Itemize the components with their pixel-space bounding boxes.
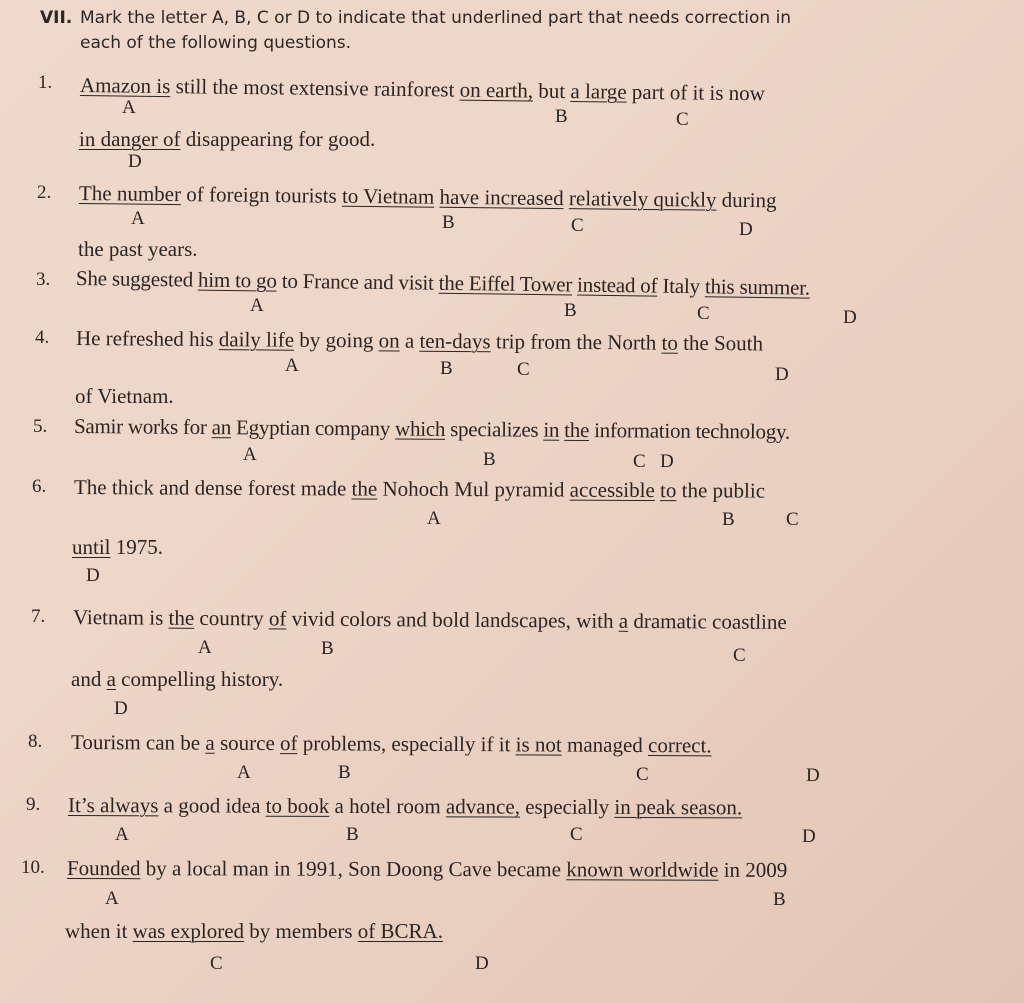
text-segment: trip from the North	[490, 329, 662, 355]
option-b-phrase: accessible	[569, 477, 655, 503]
question-text	[79, 180, 777, 213]
text-segment: Nohoch Mul pyramid	[377, 476, 570, 502]
text-segment: 1975.	[110, 535, 164, 559]
option-letter-d: D	[775, 364, 789, 385]
text-segment: a good idea	[158, 793, 266, 818]
text-segment: by a local man in 1991, Son Doong Cave became	[140, 856, 567, 882]
option-letter-d: D	[475, 953, 489, 974]
text-segment: problems, especially if it	[297, 731, 516, 757]
question-text-continued	[79, 126, 375, 152]
question-text	[73, 604, 787, 635]
text-segment: the past years.	[78, 237, 198, 261]
text-segment: She suggested	[75, 266, 199, 292]
option-c-phrase: in	[543, 417, 560, 442]
option-letter-a: A	[237, 762, 251, 783]
option-d-phrase: correct.	[648, 733, 712, 758]
option-letter-d: D	[739, 219, 753, 240]
question-text	[68, 792, 742, 820]
question-number: 3.	[36, 269, 51, 290]
option-letter-b: B	[346, 824, 359, 845]
question-number: 1.	[38, 72, 53, 93]
option-a-phrase: an	[211, 415, 232, 440]
text-segment: information technology.	[589, 418, 791, 444]
text-segment: by going	[293, 327, 379, 353]
option-letter-d: D	[806, 765, 820, 786]
text-segment: vivid colors and bold landscapes, with	[286, 606, 619, 633]
exercise-heading	[40, 6, 920, 56]
question-number: 5.	[33, 416, 48, 437]
option-a-phrase: him to go	[197, 267, 277, 293]
option-a-phrase: Amazon is	[79, 73, 171, 99]
option-letter-a: A	[122, 97, 136, 118]
option-a-phrase: The number	[78, 181, 182, 207]
option-d-phrase: to	[661, 330, 678, 355]
question-number: 10.	[21, 857, 45, 878]
option-letter-d: D	[114, 698, 128, 719]
option-b-phrase: on	[378, 328, 400, 353]
option-letter-a: A	[427, 508, 441, 529]
option-a-phrase: the	[351, 476, 378, 501]
question-text	[76, 325, 763, 356]
text-segment: of Vietnam.	[75, 384, 174, 408]
option-c-phrase: to	[660, 478, 677, 503]
option-b-phrase: on earth,	[459, 77, 534, 103]
option-c-phrase: a large	[570, 78, 627, 104]
question-text-continued	[71, 666, 283, 692]
option-letter-b: B	[338, 762, 351, 783]
question-text	[67, 855, 787, 883]
option-a-phrase: daily life	[218, 327, 295, 352]
option-c-phrase: instead of	[576, 272, 658, 298]
question-number: 7.	[31, 606, 46, 627]
option-a-phrase: Founded	[66, 856, 141, 881]
question-text-continued	[75, 383, 174, 409]
question-text-continued	[78, 236, 198, 262]
question-number: 2.	[37, 182, 52, 203]
option-d-phrase: relatively quickly	[568, 186, 717, 212]
text-segment: specializes	[445, 416, 544, 442]
text-segment: Egyptian company	[230, 415, 396, 441]
option-letter-a: A	[243, 444, 257, 465]
question-text	[80, 72, 765, 106]
text-segment: Italy	[657, 273, 706, 299]
option-letter-d: D	[128, 151, 142, 172]
option-b-phrase: the Eiffel Tower	[438, 270, 573, 297]
option-b-phrase: known worldwide	[566, 857, 719, 882]
option-letter-c: C	[733, 645, 746, 666]
option-letter-c: C	[571, 215, 584, 236]
instruction-line-2: each of the following questions.	[80, 33, 352, 53]
option-b-phrase: to Vietnam	[341, 183, 435, 209]
text-segment: He refreshed his	[75, 326, 219, 352]
option-a-phrase: the	[168, 605, 195, 630]
text-segment: still the most extensive rainforest	[170, 74, 460, 102]
option-letter-a: A	[198, 637, 212, 658]
text-segment: by members	[244, 919, 358, 943]
text-segment: to France and visit	[276, 268, 439, 295]
option-a-phrase: a	[205, 730, 215, 755]
option-d-phrase: of BCRA.	[357, 919, 443, 943]
option-letter-b: B	[773, 889, 786, 910]
option-letter-c: C	[697, 303, 710, 324]
text-segment: the public	[676, 478, 766, 503]
option-c-phrase: was explored	[132, 919, 245, 943]
option-b-phrase: which	[395, 416, 446, 441]
option-letter-a: A	[105, 888, 119, 909]
option-letter-c: C	[210, 953, 223, 974]
option-letter-b: B	[440, 358, 453, 379]
text-segment: Samir works for	[73, 414, 212, 440]
question-text	[74, 474, 765, 504]
text-segment: managed	[561, 732, 649, 758]
option-d-phrase: a	[106, 667, 116, 691]
option-letter-c: C	[636, 764, 649, 785]
option-letter-c: C	[517, 359, 530, 380]
option-c-phrase: ten-days	[419, 328, 491, 354]
text-segment: a hotel room	[329, 793, 446, 819]
option-c-phrase: is not	[515, 732, 562, 757]
question-text	[76, 265, 810, 301]
option-a-phrase: It’s always	[67, 793, 159, 818]
question-number: 9.	[26, 794, 41, 815]
question-text	[74, 413, 790, 445]
option-letter-b: B	[555, 106, 568, 127]
text-segment: when it	[65, 919, 133, 943]
option-letter-a: A	[285, 355, 299, 376]
option-letter-d: D	[802, 826, 816, 847]
instruction-line-1: Mark the letter A, B, C or D to indicate that underlined part that needs correction in	[80, 8, 792, 28]
question-text	[71, 729, 712, 758]
option-letter-b: B	[321, 638, 334, 659]
question-number: 8.	[28, 731, 43, 752]
text-segment: of foreign tourists	[180, 182, 343, 208]
question-number: 6.	[32, 476, 47, 497]
option-letter-a: A	[131, 208, 145, 229]
option-d-phrase: in peak season.	[614, 794, 743, 820]
option-d-phrase: this summer.	[704, 274, 811, 300]
option-letter-a: A	[250, 295, 264, 316]
text-segment: dramatic coastline	[628, 608, 787, 634]
option-d-phrase: until	[72, 535, 111, 559]
question-text-continued	[65, 918, 443, 944]
option-c-phrase: a	[618, 608, 629, 633]
option-letter-a: A	[115, 824, 129, 845]
option-letter-b: B	[483, 449, 496, 470]
question-text-continued	[72, 534, 163, 560]
text-segment: compelling history.	[115, 667, 284, 691]
option-c-phrase: have increased	[439, 184, 564, 211]
option-d-phrase: in danger of	[79, 127, 181, 151]
text-segment: but	[532, 78, 571, 103]
option-letter-c: C	[570, 824, 583, 845]
text-segment: The thick and dense forest made	[73, 475, 352, 501]
text-segment: especially	[519, 794, 615, 819]
text-segment: disappearing for good.	[180, 127, 376, 151]
option-letter-d: D	[843, 307, 857, 328]
option-b-phrase: of	[268, 606, 287, 631]
option-b-phrase: to book	[265, 793, 330, 818]
text-segment: in 2009	[718, 857, 788, 882]
text-segment: source	[214, 730, 281, 756]
question-number: 4.	[35, 327, 50, 348]
option-letter-b: B	[722, 509, 735, 530]
option-letter-d: D	[660, 451, 674, 472]
text-segment: Tourism can be	[70, 730, 206, 755]
option-letter-b: B	[564, 300, 577, 321]
text-segment: and	[71, 667, 107, 691]
text-segment: during	[716, 187, 777, 213]
text-segment: the South	[677, 330, 764, 356]
text-segment: a	[399, 328, 420, 353]
option-letter-c: C	[676, 109, 689, 130]
option-d-phrase: the	[564, 417, 590, 443]
text-segment: part of it is now	[626, 79, 766, 106]
exercise-number: VII.	[40, 8, 73, 28]
option-letter-c: C	[786, 509, 799, 530]
option-c-phrase: advance,	[445, 794, 521, 819]
option-letter-d: D	[86, 565, 100, 586]
option-letter-b: B	[442, 212, 455, 233]
text-segment: country	[194, 605, 269, 631]
text-segment: Vietnam is	[72, 605, 169, 630]
option-b-phrase: of	[279, 731, 298, 756]
option-letter-c: C	[633, 451, 646, 472]
